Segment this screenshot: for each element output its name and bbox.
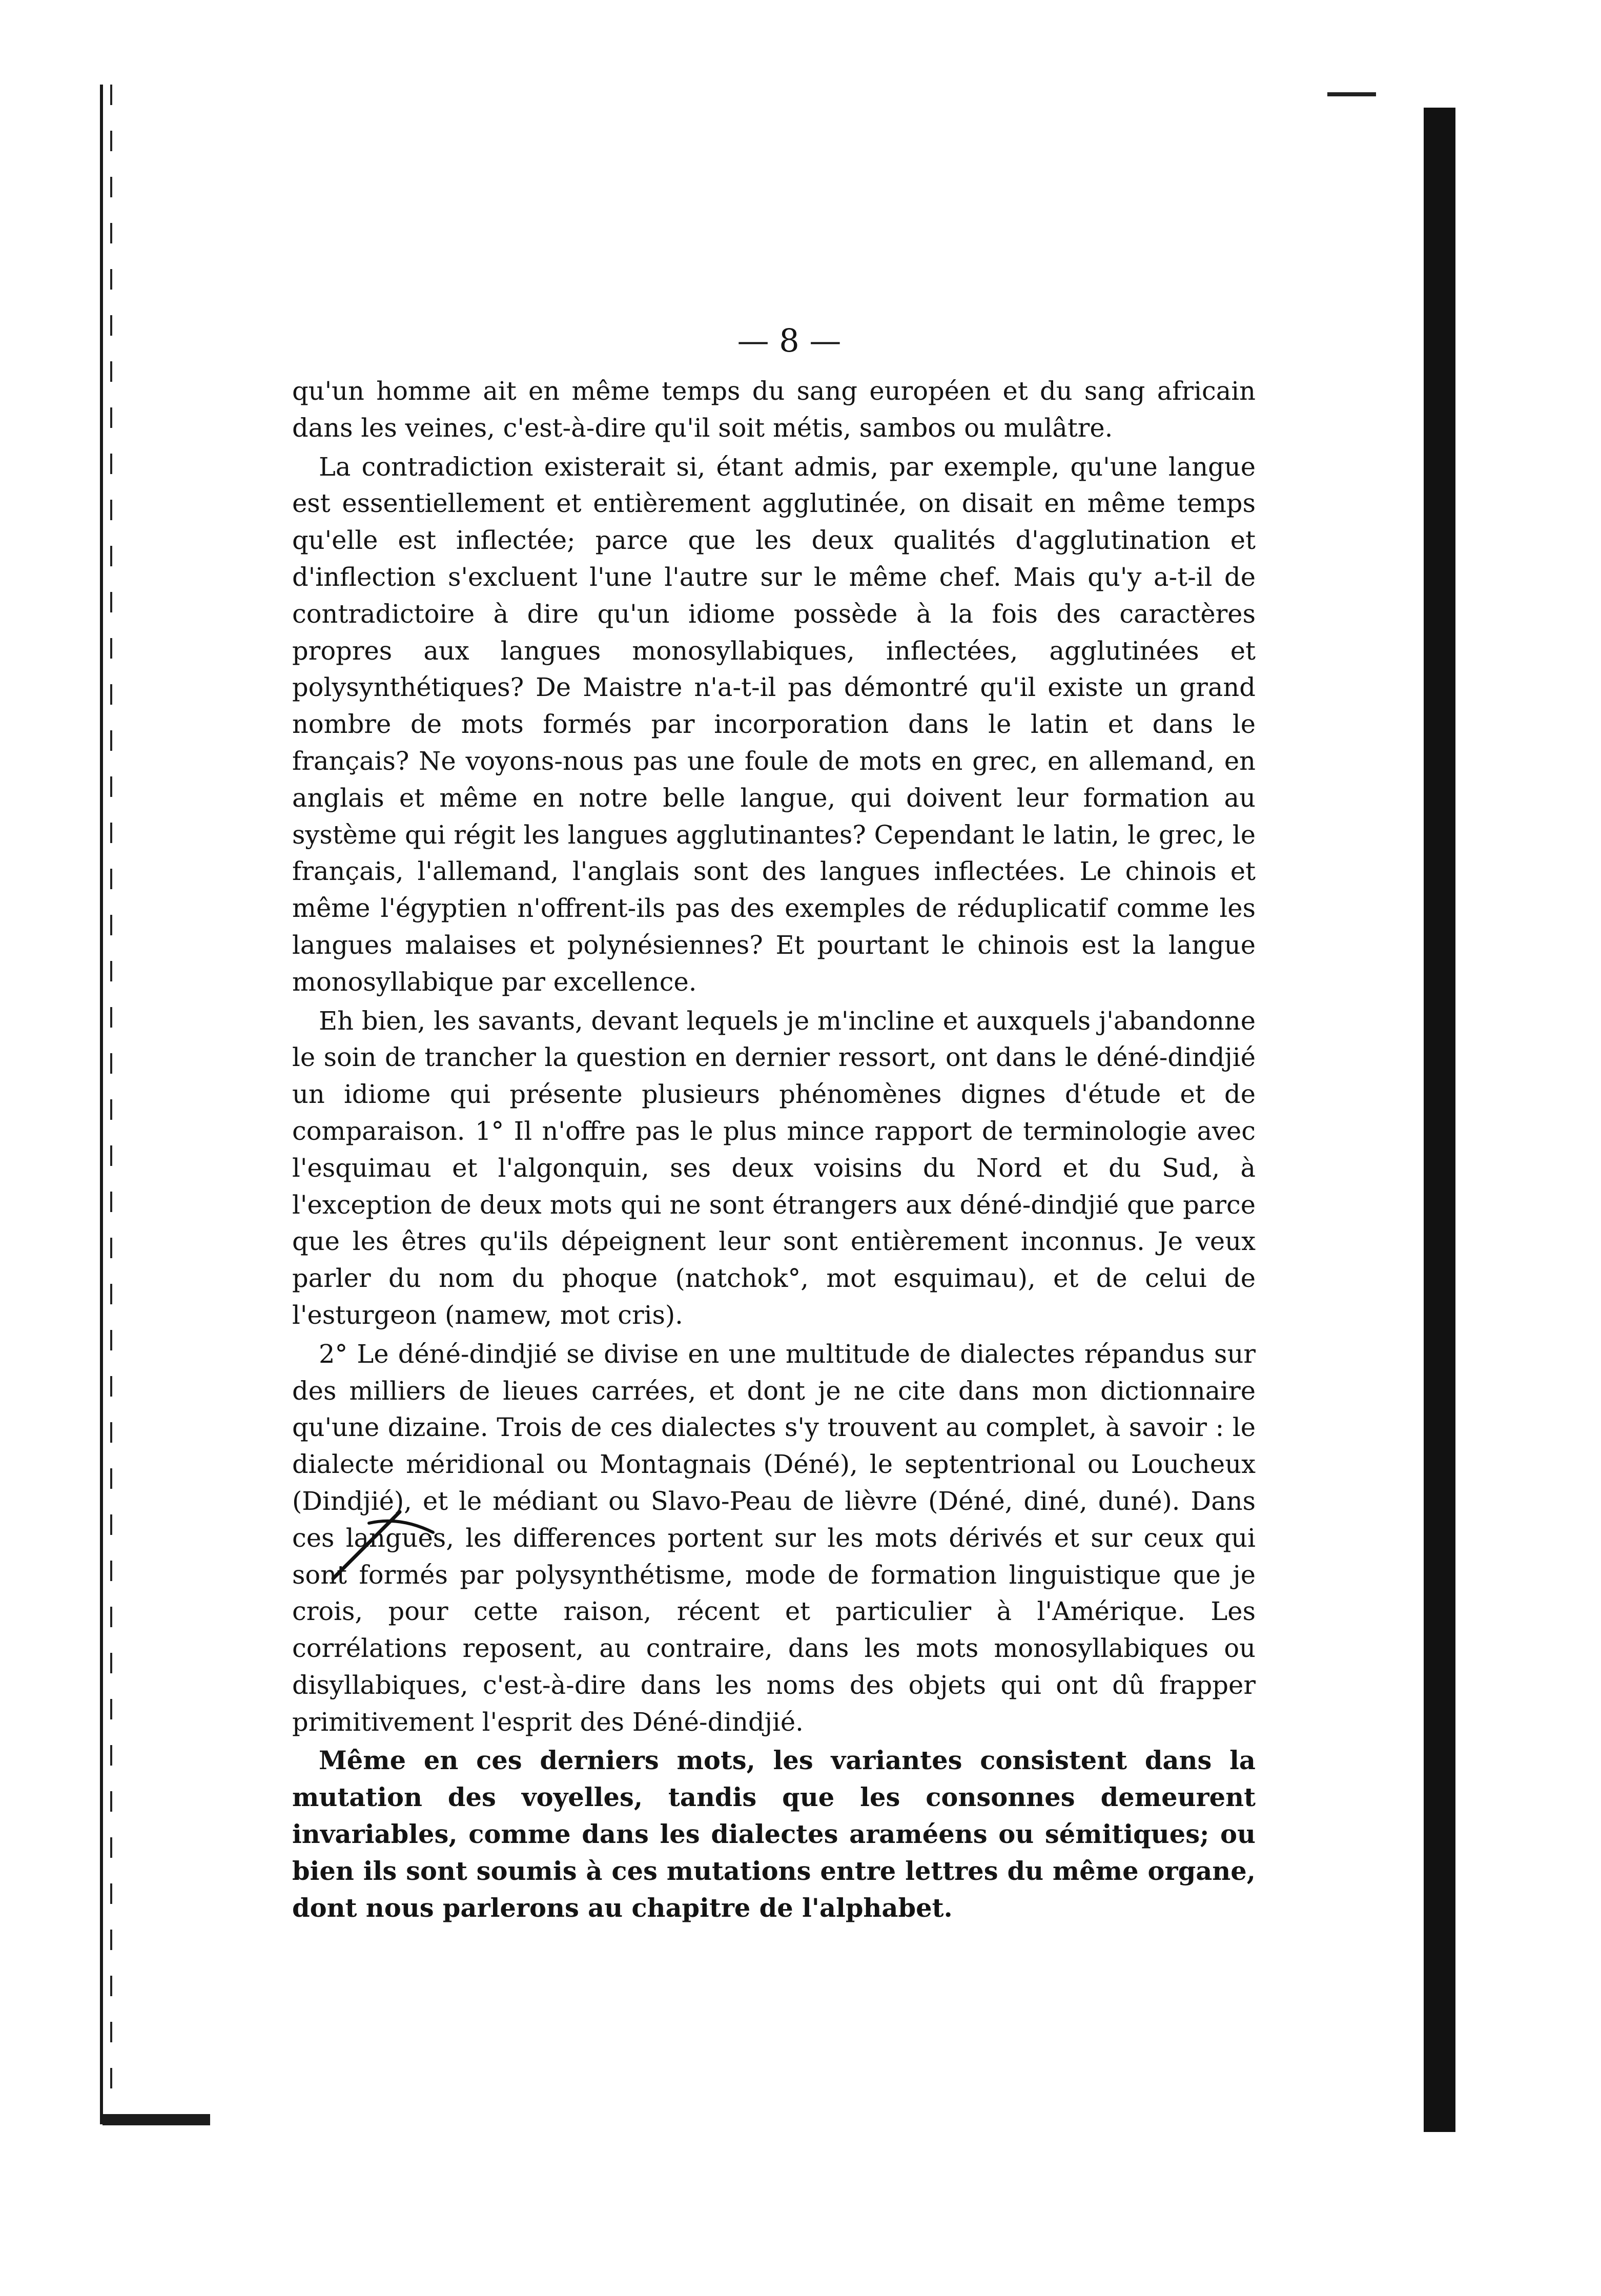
scan-shadow-bar [1424,108,1455,2132]
page-number: — 8 — [737,322,841,359]
binding-edge-base [102,2114,210,2125]
paragraph-savants: Eh bien, les savants, devant lequels je m'incline et auxquels j'abandonne le soin de trancher la question en dernier ressort, ont dans le déné-dindjié un idiome qui présente plusieurs phénomènes dignes d'étude et de comparaison. 1° Il n'offre pas le plus mince rapport de terminologie avec l'esquimau et l'algonquin, ses deux voisins du Nord et du Sud, à l'exception de deux mots qui ne sont étrangers aux déné-dindjié que parce que les êtres qu'ils dépeignent leur sont entièrement inconnus. Je veux parler du nom du phoque (natchok°, mot esquimau), et de celui de l'esturgeon (namew, mot cris). [292,1006,1256,1330]
scan-mark [1327,92,1376,96]
page-binding-edge [100,85,134,2124]
paragraph-contradiction: La contradiction existerait si, étant admis, par exemple, qu'une langue est essentiellement et entièrement agglutinée, on disait en même temps qu'elle est inflectée; parce que les deux qualités d'agglutination et d'inflection s'excluent l'une l'autre sur le même chef. Mais qu'y a-t-il de contradictoire à dire qu'un idiome possède à la fois des caractères propres aux langues monosyllabiques, inflectées, agglutinées et polysynthétiques? De Maistre n'a-t-il pas démontré qu'il existe un grand nombre de mots formés par incorporation dans le latin et dans le français? Ne voyons-nous pas une foule de mots en grec, en allemand, en anglais et même en notre belle langue, qui doivent leur formation au système qui régit les langues agglutinantes? Cependant le latin, le grec, le français, l'allemand, l'anglais sont des langues inflectées. Le chinois et même l'égyptien n'offrent-ils pas des exemples de réduplicatif comme les langues malaises et polynésiennes? Et pourtant le chinois est la langue monosyllabique par excellence. [292,452,1256,997]
paragraph-continuation: qu'un homme ait en même temps du sang européen et du sang africain dans les veines, c'est-à-dire qu'il soit métis, sambos ou mulâtre. [292,376,1256,443]
paragraph-dialectes: 2° Le déné-dindjié se divise en une multitude de dialectes répandus sur des milliers de lieues carrées, et dont je ne cite dans mon dictionnaire qu'une dizaine. Trois de ces dialectes s'y trouvent au complet, à savoir : le dialecte méridional ou Montagnais (Déné), le septentrional ou Loucheux (Dindjié), et le médiant ou Slavo-Peau de lièvre (Déné, diné, duné). Dans ces langues, les differences portent sur les mots dérivés et sur ceux qui sont formés par polysynthétisme, mode de formation linguistique que je crois, pour cette raison, récent et particulier à l'Amérique. Les corrélations reposent, au contraire, dans les mots monosyllabiques ou disyllabiques, c'est-à-dire dans les noms des objets qui ont dû frapper primitivement l'esprit des Déné-dindjié. [292,1339,1256,1737]
body-text [292,373,1256,1962]
paragraph-mutations: Même en ces derniers mots, les variantes consistent dans la mutation des voyelles, tandis que les consonnes demeurent invariables, comme dans les dialectes araméens ou sémitiques; ou bien ils sont soumis à ces mutations entre lettres du même organe, dont nous parlerons au chapitre de l'alphabet. [292,1746,1256,1923]
